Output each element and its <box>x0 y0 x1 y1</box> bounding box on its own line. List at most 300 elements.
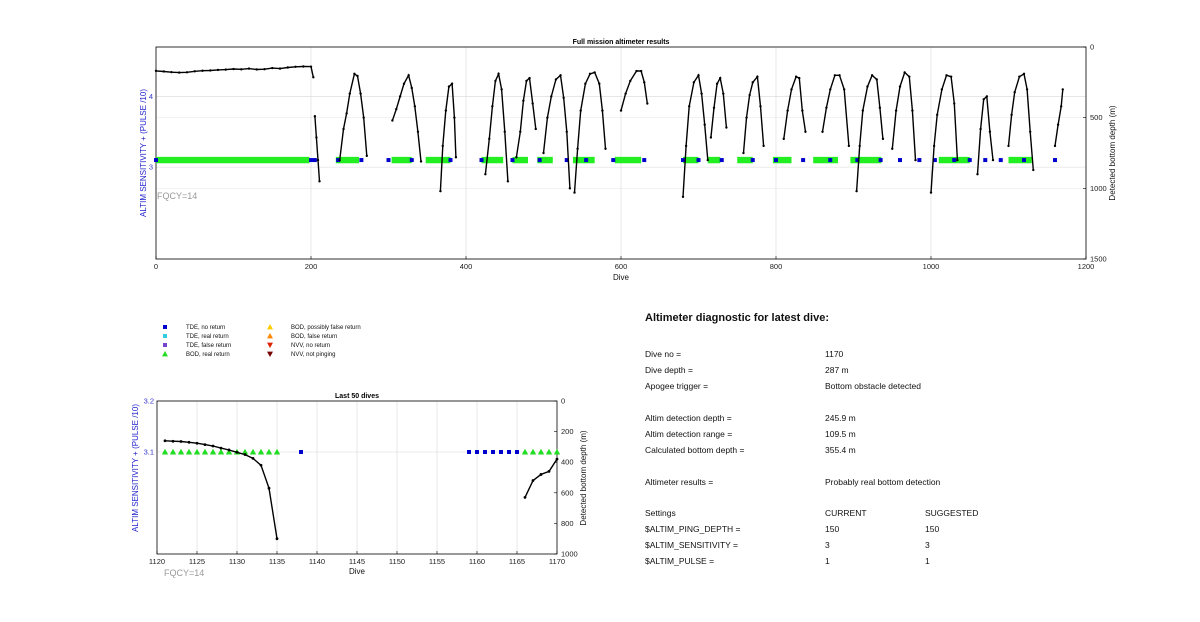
bottom-depth-point <box>345 112 347 114</box>
bottom-depth-line <box>857 75 883 191</box>
tde-no-return-marker <box>697 158 701 162</box>
x-tick-label: 400 <box>459 262 473 271</box>
bod-real-return-band <box>1009 157 1032 163</box>
bod-real-return-band <box>482 157 504 163</box>
bottom-depth-point <box>240 68 242 70</box>
diag-value: 1170 <box>825 349 844 359</box>
bottom-depth-point <box>542 152 544 154</box>
y-right-tick-label: 1500 <box>1090 254 1107 264</box>
diag-label: Altim detection depth = <box>645 413 732 423</box>
bottom-depth-point <box>895 109 897 111</box>
bottom-depth-point <box>953 102 955 104</box>
x-tick-label: 200 <box>304 262 318 271</box>
bottom-depth-point <box>287 66 289 68</box>
bottom-depth-point <box>719 77 721 79</box>
bottom-depth-line <box>978 97 994 175</box>
bottom-depth-point <box>209 69 211 71</box>
bottom-depth-point <box>911 109 913 111</box>
bottom-depth-point <box>685 145 687 147</box>
bottom-depth-point <box>439 190 441 192</box>
bottom-depth-line <box>744 77 764 153</box>
bottom-depth-point <box>451 83 453 85</box>
bottom-depth-point <box>804 131 806 133</box>
bottom-depth-point <box>682 196 684 198</box>
bottom-depth-point <box>879 107 881 109</box>
setting-suggested: 150 <box>925 524 940 534</box>
bottom-depth-point <box>525 80 527 82</box>
bottom-depth-point <box>601 109 603 111</box>
bottom-depth-point <box>834 74 836 76</box>
bottom-depth-point <box>569 187 571 189</box>
bod-real-return-band <box>850 157 881 163</box>
diag-value: Bottom obstacle detected <box>825 381 921 391</box>
y-right-tick-label: 0 <box>561 396 566 406</box>
bottom-depth-line <box>485 74 508 181</box>
bod-real-return-band <box>813 157 838 163</box>
bottom-depth-point <box>979 128 981 130</box>
bottom-depth-point <box>488 138 490 140</box>
diag-value: Probably real bottom detection <box>825 477 941 487</box>
bottom-depth-line <box>440 84 456 192</box>
bottom-depth-point <box>497 73 499 75</box>
bottom-depth-point <box>186 71 188 73</box>
tde-no-return-marker <box>538 158 542 162</box>
bottom-depth-point <box>491 105 493 107</box>
bottom-depth-point <box>363 116 365 118</box>
bottom-depth-point <box>716 83 718 85</box>
x-tick-label: 1160 <box>468 557 486 566</box>
bod-real-return-band <box>513 157 529 163</box>
bottom-depth-point <box>263 68 265 70</box>
last50-xlabel: Dive <box>348 567 366 576</box>
bottom-depth-point <box>848 145 850 147</box>
bottom-depth-point <box>871 74 873 76</box>
y-right-tick-label: 1000 <box>561 549 578 559</box>
bottom-depth-point <box>399 95 401 97</box>
bod-real-return-band <box>156 157 309 163</box>
bottom-depth-point <box>725 126 727 128</box>
bottom-depth-point <box>707 159 709 161</box>
bottom-depth-point <box>484 173 486 175</box>
tde-no-return-marker <box>309 158 313 162</box>
legend-label: NVV, not pinging <box>291 352 336 358</box>
y-right-tick-label: 1000 <box>1090 183 1107 193</box>
bottom-depth-point <box>1032 169 1034 171</box>
bottom-depth-point <box>1026 88 1028 90</box>
bottom-depth-point <box>983 98 985 100</box>
bottom-depth-point <box>356 75 358 77</box>
bottom-depth-point <box>829 88 831 90</box>
bottom-depth-point <box>862 109 864 111</box>
bottom-depth-point <box>821 131 823 133</box>
bottom-depth-point <box>945 74 947 76</box>
bottom-depth-point <box>562 97 564 99</box>
bottom-depth-line <box>784 77 806 139</box>
bottom-depth-point <box>279 67 281 69</box>
tde-no-return-marker <box>999 158 1003 162</box>
x-tick-label: 800 <box>769 262 783 271</box>
y-right-tick-label: 0 <box>1090 42 1095 52</box>
bottom-depth-point <box>395 108 397 110</box>
bottom-depth-point <box>359 92 361 94</box>
bottom-depth-point <box>349 92 351 94</box>
tde-no-return-marker <box>154 158 158 162</box>
x-tick-label: 1170 <box>548 557 566 566</box>
bottom-depth-point <box>722 92 724 94</box>
bottom-depth-point <box>903 71 905 73</box>
bottom-depth-point <box>710 136 712 138</box>
bottom-depth-point <box>756 75 758 77</box>
bottom-depth-point <box>342 128 344 130</box>
tde-no-return-marker <box>774 158 778 162</box>
full-mission-fqcy-annotation: FQCY=14 <box>157 191 198 201</box>
y-right-tick-label: 500 <box>1090 113 1103 123</box>
bottom-depth-point <box>353 73 355 75</box>
bottom-depth-point <box>1054 145 1056 147</box>
x-tick-label: 1150 <box>388 557 406 566</box>
tde-no-return-marker <box>1022 158 1026 162</box>
y-right-tick-label: 600 <box>561 488 574 498</box>
x-tick-label: 1165 <box>508 557 526 566</box>
x-tick-label: 1130 <box>228 557 246 566</box>
tde-no-return-marker <box>879 158 883 162</box>
legend-label: NVV, no return <box>291 343 331 349</box>
bottom-depth-point <box>494 80 496 82</box>
bottom-depth-point <box>302 65 304 67</box>
bottom-depth-point <box>317 159 319 161</box>
diag-value: 355.4 m <box>825 445 856 455</box>
tde-no-return-marker <box>681 158 685 162</box>
diag-label: Dive no = <box>645 349 682 359</box>
tde-no-return-marker <box>584 158 588 162</box>
legend-label: TDE, false return <box>186 343 232 349</box>
bottom-depth-point <box>882 138 884 140</box>
bottom-depth-point <box>742 152 744 154</box>
bottom-depth-point <box>366 155 368 157</box>
bottom-depth-point <box>217 69 219 71</box>
bottom-depth-point <box>318 180 320 182</box>
diag-label: Calculated bottom depth = <box>645 445 745 455</box>
bottom-depth-point <box>843 88 845 90</box>
setting-suggested: 3 <box>925 540 930 550</box>
bottom-depth-point <box>933 145 935 147</box>
bottom-depth-point <box>566 131 568 133</box>
setting-label: $ALTIM_PING_DEPTH = <box>645 524 741 534</box>
bottom-depth-line <box>575 72 606 192</box>
bottom-depth-point <box>455 156 457 158</box>
bottom-depth-point <box>584 83 586 85</box>
bottom-depth-point <box>403 83 405 85</box>
bottom-depth-point <box>1057 124 1059 126</box>
tde-no-return-marker <box>611 158 615 162</box>
bottom-depth-point <box>314 115 316 117</box>
bottom-depth-point <box>170 71 172 73</box>
setting-current: 3 <box>825 540 830 550</box>
bottom-depth-point <box>225 68 227 70</box>
bottom-depth-point <box>1010 114 1012 116</box>
y-right-tick-label: 800 <box>561 518 574 528</box>
bottom-depth-point <box>786 109 788 111</box>
x-tick-label: 1155 <box>428 557 446 566</box>
setting-current: 150 <box>825 524 840 534</box>
bottom-depth-point <box>420 160 422 162</box>
bottom-depth-point <box>550 95 552 97</box>
settings-label: Settings <box>645 508 676 518</box>
bottom-depth-point <box>555 78 557 80</box>
tde-no-return-marker <box>801 158 805 162</box>
bottom-depth-point <box>762 145 764 147</box>
bottom-depth-line <box>931 75 957 192</box>
bottom-depth-point <box>546 116 548 118</box>
bottom-depth-line <box>621 71 647 111</box>
bottom-depth-point <box>448 85 450 87</box>
bottom-depth-point <box>646 102 648 104</box>
bottom-depth-point <box>528 77 530 79</box>
tde-no-return-marker <box>449 158 453 162</box>
settings-current-header: CURRENT <box>825 508 867 518</box>
bottom-depth-point <box>535 128 537 130</box>
bottom-depth-point <box>629 80 631 82</box>
tde-no-return-marker <box>387 158 391 162</box>
bottom-depth-point <box>936 114 938 116</box>
bottom-depth-point <box>855 190 857 192</box>
bottom-depth-point <box>643 81 645 83</box>
diagnostic-title: Altimeter diagnostic for latest dive: <box>645 312 829 324</box>
bod-real-return-band <box>426 157 451 163</box>
diag-value: 109.5 m <box>825 429 856 439</box>
bottom-depth-point <box>1029 131 1031 133</box>
tde-no-return-marker <box>720 158 724 162</box>
x-tick-label: 600 <box>614 262 628 271</box>
bottom-depth-point <box>500 88 502 90</box>
bottom-depth-point <box>713 107 715 109</box>
tde-no-return-marker <box>359 158 363 162</box>
x-tick-label: 1140 <box>308 557 326 566</box>
legend-label: BOD, possibly false return <box>291 325 361 331</box>
legend-label: BOD, real return <box>186 352 230 358</box>
tde-no-return-marker <box>968 158 972 162</box>
bottom-depth-point <box>838 74 840 76</box>
full-mission-right-ylabel: Detected bottom depth (m) <box>1108 105 1117 201</box>
bottom-depth-point <box>914 159 916 161</box>
bottom-depth-point <box>941 88 943 90</box>
legend-label: TDE, no return <box>186 325 226 331</box>
bottom-depth-point <box>155 70 157 72</box>
setting-current: 1 <box>825 556 830 566</box>
diag-value: 245.9 m <box>825 413 856 423</box>
bottom-depth-point <box>1018 75 1020 77</box>
bottom-depth-point <box>1060 105 1062 107</box>
bottom-depth-point <box>232 68 234 70</box>
bottom-depth-point <box>312 76 314 78</box>
bottom-depth-point <box>876 78 878 80</box>
full-mission-title: Full mission altimeter results <box>572 39 670 46</box>
bottom-depth-point <box>391 119 393 121</box>
bottom-depth-point <box>899 85 901 87</box>
tde-no-return-marker <box>313 158 317 162</box>
x-tick-label: 1120 <box>148 557 166 566</box>
bottom-depth-point <box>576 148 578 150</box>
y-left-tick-label: 3.1 <box>143 447 154 457</box>
bottom-depth-point <box>704 124 706 126</box>
bottom-depth-point <box>1062 88 1064 90</box>
diag-value: 287 m <box>825 365 849 375</box>
bottom-depth-point <box>745 116 747 118</box>
setting-label: $ALTIM_PULSE = <box>645 556 715 566</box>
full-mission-xlabel: Dive <box>612 273 630 282</box>
bottom-depth-point <box>624 92 626 94</box>
setting-label: $ALTIM_SENSITIVITY = <box>645 540 738 550</box>
bottom-depth-point <box>531 102 533 104</box>
bottom-depth-point <box>417 131 419 133</box>
bottom-depth-point <box>338 159 340 161</box>
full-mission-ticks <box>149 43 1107 272</box>
last50-fqcy-annotation: FQCY=14 <box>164 568 205 578</box>
tde-no-return-marker <box>511 158 515 162</box>
bottom-depth-point <box>1007 145 1009 147</box>
bottom-depth-point <box>271 67 273 69</box>
bottom-depth-point <box>580 109 582 111</box>
bottom-depth-point <box>201 70 203 72</box>
bottom-depth-point <box>976 173 978 175</box>
bottom-depth-point <box>700 92 702 94</box>
x-tick-label: 1125 <box>188 557 206 566</box>
bottom-depth-point <box>930 191 932 193</box>
bottom-depth-point <box>697 74 699 76</box>
last50-title: Last 50 dives <box>335 393 379 400</box>
bottom-depth-point <box>748 94 750 96</box>
bottom-depth-point <box>589 73 591 75</box>
bottom-depth-point <box>519 131 521 133</box>
bottom-depth-point <box>414 105 416 107</box>
bottom-depth-point <box>956 159 958 161</box>
bottom-depth-point <box>801 109 803 111</box>
bottom-depth-point <box>310 65 312 67</box>
y-right-tick-label: 400 <box>561 457 574 467</box>
bottom-depth-point <box>507 180 509 182</box>
bottom-depth-point <box>825 107 827 109</box>
bottom-depth-point <box>515 156 517 158</box>
diag-label: Altim detection range = <box>645 429 733 439</box>
tde-no-return-marker <box>983 158 987 162</box>
bottom-depth-point <box>866 85 868 87</box>
bottom-depth-point <box>604 148 606 150</box>
tde-no-return-marker <box>917 158 921 162</box>
bottom-depth-point <box>859 145 861 147</box>
bottom-depth-point <box>178 71 180 73</box>
tde-no-return-marker <box>480 158 484 162</box>
bottom-depth-point <box>986 95 988 97</box>
bottom-depth-point <box>640 70 642 72</box>
y-left-tick-label: 4 <box>148 91 153 101</box>
bottom-depth-point <box>504 131 506 133</box>
bottom-depth-point <box>1014 91 1016 93</box>
tde-no-return-marker <box>642 158 646 162</box>
bod-real-return-band <box>392 157 412 163</box>
bottom-depth-point <box>688 105 690 107</box>
bottom-depth-point <box>693 81 695 83</box>
tde-no-return-marker <box>1053 158 1057 162</box>
bottom-depth-point <box>256 68 258 70</box>
setting-suggested: 1 <box>925 556 930 566</box>
bod-real-return-band <box>737 157 753 163</box>
bottom-depth-point <box>635 70 637 72</box>
bottom-depth-point <box>522 100 524 102</box>
legend-label: TDE, real return <box>186 334 229 340</box>
bottom-depth-point <box>194 70 196 72</box>
tde-no-return-marker <box>898 158 902 162</box>
bottom-depth-point <box>783 138 785 140</box>
bottom-depth-point <box>407 74 409 76</box>
bottom-depth-line <box>315 116 320 181</box>
bottom-depth-point <box>950 75 952 77</box>
settings-suggested-header: SUGGESTED <box>925 508 979 518</box>
full-mission-marks <box>154 157 1057 163</box>
bottom-depth-point <box>795 75 797 77</box>
tde-no-return-marker <box>828 158 832 162</box>
bottom-depth-point <box>989 131 991 133</box>
x-tick-label: 1000 <box>922 262 940 271</box>
y-left-tick-label: 3 <box>148 162 153 172</box>
diag-label: Altimeter results = <box>645 477 714 487</box>
full-mission-grid <box>156 47 1086 259</box>
tde-no-return-marker <box>952 158 956 162</box>
bottom-depth-point <box>163 70 165 72</box>
bottom-depth-point <box>559 74 561 76</box>
bottom-depth-point <box>798 77 800 79</box>
legend-label: BOD, false return <box>291 334 338 340</box>
bottom-depth-line <box>823 75 849 146</box>
y-left-tick-label: 3.2 <box>143 396 154 406</box>
bottom-depth-point <box>598 83 600 85</box>
full-mission-left-ylabel: ALTIM SENSITIVITY + (PULSE /10) <box>139 89 148 217</box>
bottom-depth-point <box>411 87 413 89</box>
bottom-depth-point <box>248 67 250 69</box>
last50-left-ylabel: ALTIM SENSITIVITY + (PULSE /10) <box>131 404 140 532</box>
tde-no-return-marker <box>410 158 414 162</box>
bottom-depth-point <box>593 71 595 73</box>
diag-label: Dive depth = <box>645 365 693 375</box>
bottom-depth-point <box>752 81 754 83</box>
bod-real-return-band <box>708 157 720 163</box>
bottom-depth-line <box>892 72 915 160</box>
last50-right-ylabel: Detected bottom depth (m) <box>579 430 588 526</box>
y-right-tick-label: 200 <box>561 427 574 437</box>
bottom-depth-point <box>1023 73 1025 75</box>
bottom-depth-line <box>683 75 708 197</box>
bottom-depth-point <box>453 116 455 118</box>
x-tick-label: 1200 <box>1077 262 1095 271</box>
bottom-depth-line <box>1009 74 1034 170</box>
tde-no-return-marker <box>751 158 755 162</box>
x-tick-label: 0 <box>153 262 159 271</box>
bottom-depth-line <box>392 75 421 161</box>
bottom-depth-point <box>442 145 444 147</box>
bottom-depth-point <box>891 148 893 150</box>
bottom-depth-point <box>445 109 447 111</box>
full-mission-lines <box>155 65 1064 198</box>
bottom-depth-point <box>759 105 761 107</box>
bod-real-return-band <box>615 157 641 163</box>
bottom-depth-point <box>908 75 910 77</box>
bottom-depth-point <box>790 88 792 90</box>
bottom-depth-point <box>992 159 994 161</box>
bottom-depth-point <box>620 109 622 111</box>
diag-label: Apogee trigger = <box>645 381 709 391</box>
x-tick-label: 1145 <box>348 557 366 566</box>
bottom-depth-point <box>294 66 296 68</box>
x-tick-label: 1135 <box>268 557 286 566</box>
